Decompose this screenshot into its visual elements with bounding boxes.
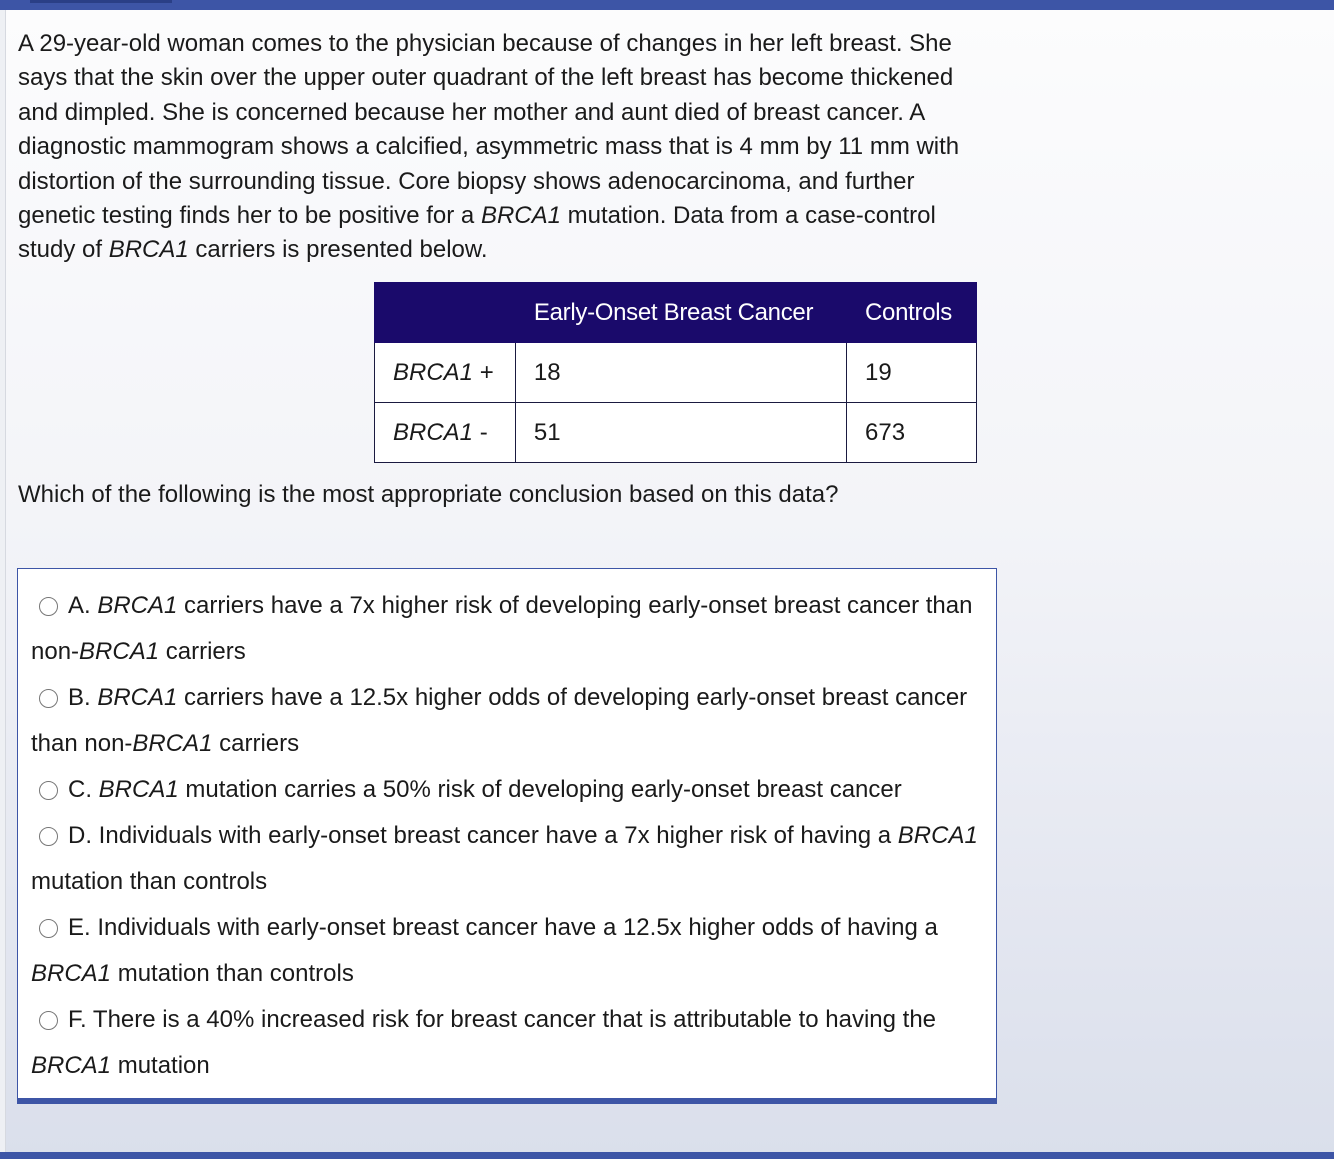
top-tab-indicator [30, 0, 172, 3]
case-control-table [374, 282, 977, 463]
top-bar [0, 0, 1334, 10]
radio-button-icon[interactable] [39, 689, 58, 708]
radio-button-icon[interactable] [39, 919, 58, 938]
radio-button-icon[interactable] [39, 1011, 58, 1030]
left-edge [0, 10, 6, 1152]
cell-controls: 19 [847, 343, 977, 403]
option-e[interactable]: E. Individuals with early-onset breast cancer have a 12.5x higher odds of having a BRCA1 mutation than controls [31, 914, 938, 987]
table-row [375, 343, 977, 403]
question-stem: A 29-year-old woman comes to the physician because of changes in her left breast. She says that the skin over the upper outer quadrant of the left breast has become thickened and dimpled. She is concerned because her mother and aunt died of breast cancer. A diagnostic mammogram shows a calcified, asymmetric mass that is 4 mm by 11 mm with distortion of the surrounding tissue. Core biopsy shows adenocarcinoma, and further genetic testing finds her to be positive for a BRCA1 mutation. Data from a case-control study of BRCA1 carriers is presented below. [18, 30, 960, 264]
table-header-blank [375, 283, 516, 343]
option-c[interactable]: C. BRCA1 mutation carries a 50% risk of developing early-onset breast cancer [31, 767, 981, 813]
table-header-controls: Controls [847, 283, 977, 343]
bottom-bar [0, 1152, 1334, 1159]
table-row [375, 403, 977, 463]
option-a[interactable]: A. BRCA1 carriers have a 7x higher risk of developing early-onset breast cancer than non-BRCA1 carriers [31, 592, 973, 665]
table-header-row [375, 283, 977, 343]
option-b[interactable]: B. BRCA1 carriers have a 12.5x higher odds of developing early-onset breast cancer than non-BRCA1 carriers [31, 684, 968, 757]
row-label-brca1-positive: BRCA1 + [375, 343, 516, 403]
answer-options [17, 568, 997, 1104]
radio-button-icon[interactable] [39, 781, 58, 800]
row-label-brca1-negative: BRCA1 - [375, 403, 516, 463]
table-header-cases: Early-Onset Breast Cancer [515, 283, 846, 343]
radio-button-icon[interactable] [39, 597, 58, 616]
cell-cases: 51 [515, 403, 846, 463]
radio-button-icon[interactable] [39, 827, 58, 846]
cell-cases: 18 [515, 343, 846, 403]
option-f[interactable]: F. There is a 40% increased risk for breast cancer that is attributable to having the BRCA1 mutation [31, 1006, 937, 1079]
question-prompt: Which of the following is the most appropriate conclusion based on this data? [18, 481, 839, 508]
option-d[interactable]: D. Individuals with early-onset breast cancer have a 7x higher risk of having a BRCA1 mutation than controls [31, 822, 978, 895]
cell-controls: 673 [847, 403, 977, 463]
